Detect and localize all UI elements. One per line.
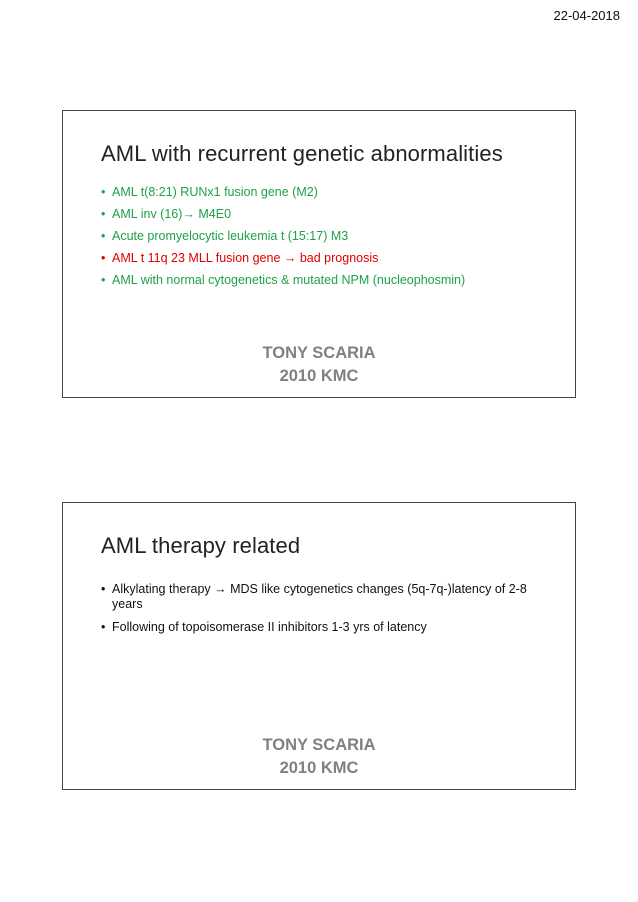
slide-1 xyxy=(62,110,576,398)
author-watermark xyxy=(63,734,575,780)
bullet-item: • Following of topoisomerase II inhibitors 1-3 yrs of latency xyxy=(101,620,535,635)
bullet-item: • AML inv (16)→ M4E0 xyxy=(101,207,545,222)
bullet-list xyxy=(101,582,535,643)
watermark-name: TONY SCARIA xyxy=(262,344,376,362)
bullet-item: • AML t(8:21) RUNx1 fusion gene (M2) xyxy=(101,185,545,200)
bullet-item: • Alkylating therapy → MDS like cytogenetics changes (5q-7q-)latency of 2-8 years xyxy=(101,582,535,612)
author-watermark xyxy=(63,342,575,388)
slide-title: AML therapy related xyxy=(101,533,301,558)
bullet-item: • AML with normal cytogenetics & mutated NPM (nucleophosmin) xyxy=(101,273,545,288)
page-date: 22-04-2018 xyxy=(553,8,620,23)
watermark-year: 2010 KMC xyxy=(279,367,359,385)
watermark-name: TONY SCARIA xyxy=(262,736,376,754)
slide-2 xyxy=(62,502,576,790)
watermark-year: 2010 KMC xyxy=(279,759,359,777)
bullet-item: • Acute promyelocytic leukemia t (15:17) M3 xyxy=(101,229,545,244)
slide-title: AML with recurrent genetic abnormalities xyxy=(101,141,503,166)
bullet-item: • AML t 11q 23 MLL fusion gene → bad prognosis xyxy=(101,251,545,266)
bullet-list xyxy=(101,185,545,295)
